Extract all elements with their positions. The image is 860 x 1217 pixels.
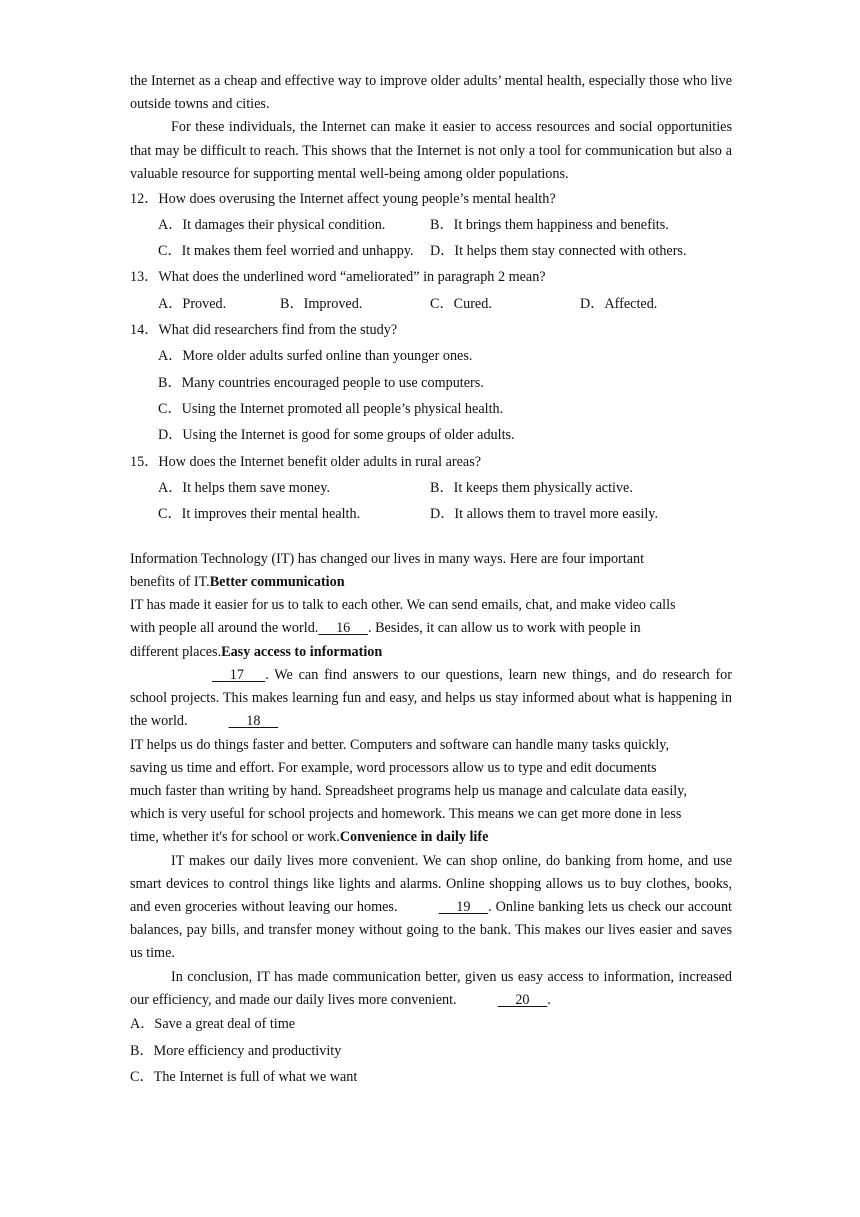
- answer-blank: [188, 710, 279, 733]
- question-options: [130, 344, 732, 449]
- section-heading: Better communication: [209, 574, 345, 591]
- option-b: B．It keeps them physically active.: [430, 479, 633, 496]
- cloze-text: . We can find answers to our questions, learn new things, and do research for school projects. This makes learning fun and easy, and helps us stay informed about what is happening in the world.: [130, 666, 732, 730]
- option-a: A．More older adults surfed online than younger ones.: [158, 348, 473, 365]
- blank-number: 18: [246, 713, 261, 730]
- cloze-text: time, whether it's for school or work.: [130, 829, 340, 846]
- passage-paragraph: For these individuals, the Internet can make it easier to access resources and social opportunities that may be difficult to reach. This shows that the Internet is not only a tool for communication but also a valuable resource for supporting mental well-being among older populations.: [130, 119, 732, 182]
- option-a: A．Proved.: [158, 295, 227, 312]
- cloze-line: IT has made it easier for us to talk to each other. We can send emails, chat, and make video calls: [130, 597, 676, 614]
- cloze-line: [130, 826, 732, 849]
- answer-blank: [398, 896, 489, 919]
- section-heading: Easy access to information: [221, 643, 383, 660]
- cloze-text: benefits of IT.: [130, 574, 210, 591]
- option-c: C．Using the Internet promoted all people’s physical health.: [158, 400, 504, 417]
- cloze-text: IT makes our daily lives more convenient. We can shop online, do banking from home, and use smart devices to control things like lights and alarms. Online shopping allows us to buy clothes, books, and even groceries without leaving our homes.: [130, 852, 732, 915]
- document-page: [130, 70, 732, 1091]
- cloze-line: much faster than writing by hand. Spreadsheet programs help us manage and calculate data easily,: [130, 782, 687, 799]
- question-stem: 13．What does the underlined word “ameliorated” in paragraph 2 mean?: [130, 269, 546, 286]
- option-d: D．It helps them stay connected with others.: [430, 243, 687, 260]
- blank-number: 16: [336, 620, 351, 637]
- option-b: B．It brings them happiness and benefits.: [430, 216, 669, 233]
- answer-blank: [457, 989, 548, 1012]
- blank-number: 20: [515, 991, 530, 1008]
- cloze-line: Information Technology (IT) has changed our lives in many ways. Here are four important: [130, 550, 645, 567]
- question-stem: 12．How does overusing the Internet affect young people’s mental health?: [130, 190, 556, 207]
- cloze-text: . Online banking lets us check our account balances, pay bills, and transfer money without going to the bank. This makes our lives easier and saves us time.: [130, 898, 733, 962]
- option-c: C．Cured.: [430, 295, 492, 312]
- cloze-text: . Besides, it can allow us to work with people in: [368, 620, 641, 637]
- cloze-text: .: [547, 991, 551, 1008]
- question-stem: 15．How does the Internet benefit older adults in rural areas?: [130, 453, 482, 470]
- option-b: B．Many countries encouraged people to use computers.: [158, 374, 484, 391]
- blank-number: 19: [456, 898, 471, 915]
- cloze-line: [130, 571, 732, 594]
- answer-blank: [171, 664, 265, 687]
- cloze-line: IT helps us do things faster and better. Computers and software can handle many tasks quickly,: [130, 736, 669, 753]
- option-b: B．Improved.: [280, 295, 363, 312]
- cloze-text: In conclusion, IT has made communication better, given us easy access to information, increased our efficiency, and made our daily lives more convenient.: [130, 968, 732, 1008]
- option-a: A．It damages their physical condition.: [158, 216, 386, 233]
- cloze-line: [130, 617, 732, 640]
- blank-number: 17: [229, 666, 244, 683]
- option-c: C．It makes them feel worried and unhappy.: [158, 243, 414, 260]
- option-d: D．Using the Internet is good for some groups of older adults.: [158, 427, 515, 444]
- cloze-text: different places.: [130, 643, 222, 660]
- cloze-paragraph: [130, 850, 732, 966]
- answer-choice-a: A．Save a great deal of time: [130, 1016, 296, 1033]
- cloze-text: with people all around the world.: [130, 620, 319, 637]
- question-options: [130, 291, 732, 317]
- option-d: D．Affected.: [580, 295, 658, 312]
- cloze-line: saving us time and effort. For example, word processors allow us to type and edit documents: [130, 759, 657, 776]
- answer-choice-c: C．The Internet is full of what we want: [130, 1069, 358, 1086]
- option-a: A．It helps them save money.: [158, 479, 331, 496]
- cloze-paragraph: [130, 966, 732, 1012]
- answer-blank: [318, 617, 368, 640]
- option-c: C．It improves their mental health.: [158, 506, 361, 523]
- section-heading: Convenience in daily life: [339, 829, 489, 846]
- cloze-line: [130, 641, 732, 664]
- option-d: D．It allows them to travel more easily.: [430, 506, 658, 523]
- cloze-paragraph: [130, 664, 732, 734]
- cloze-line: which is very useful for school projects and homework. This means we can get more done in less: [130, 806, 682, 823]
- answer-choice-b: B．More efficiency and productivity: [130, 1042, 342, 1059]
- cloze-passage: [130, 548, 732, 1012]
- passage-paragraph: the Internet as a cheap and effective way to improve older adults’ mental health, especially those who live outside towns and cities.: [130, 73, 732, 113]
- question-options: [130, 475, 732, 528]
- question-stem: 14．What did researchers find from the study?: [130, 322, 398, 339]
- question-options: [130, 212, 732, 265]
